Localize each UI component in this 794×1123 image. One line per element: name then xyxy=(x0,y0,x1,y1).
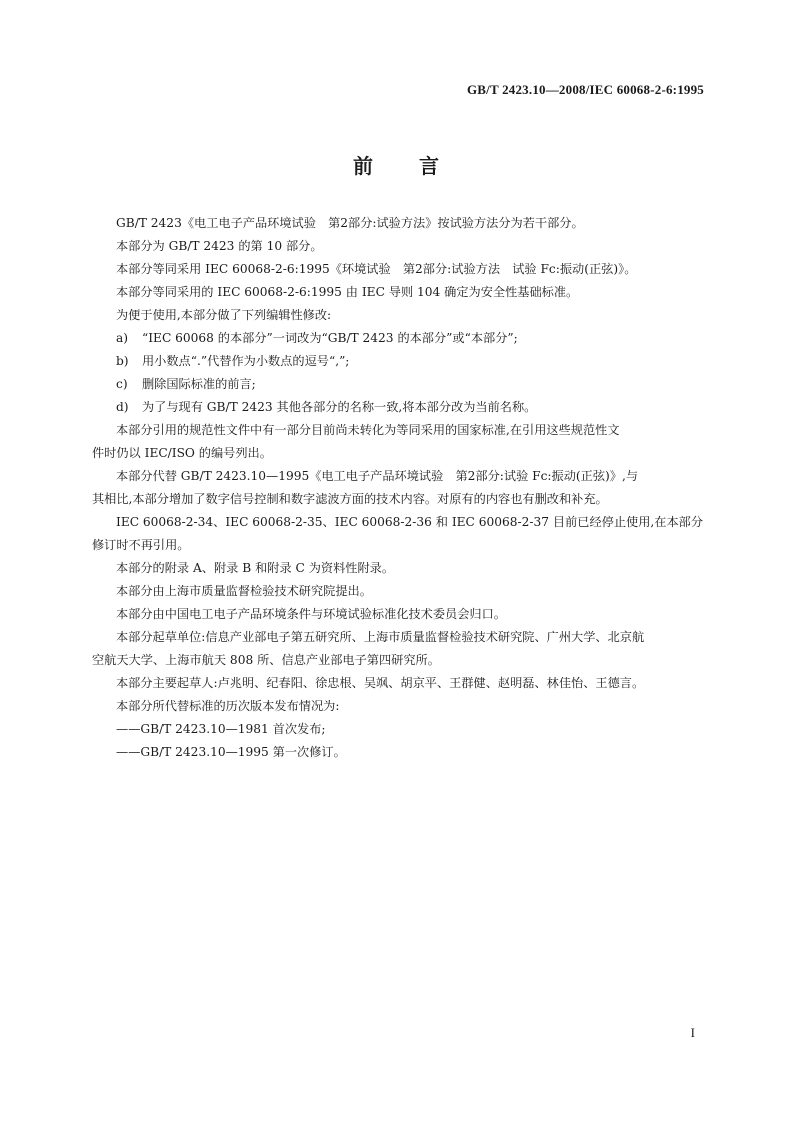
page-number: I xyxy=(690,1025,695,1040)
list-marker: b) xyxy=(116,354,129,368)
list-item xyxy=(116,396,706,419)
list-item xyxy=(116,373,706,396)
paragraph-8-line-1: IEC 60068-2-34、IEC 60068-2-35、IEC 60068-2-36 和 IEC 60068-2-37 目前已经停止使用,在本部分 xyxy=(116,515,704,529)
paragraph-5: 为便于使用,本部分做了下列编辑性修改: xyxy=(116,308,332,322)
paragraph-6-line-1: 本部分引用的规范性文件中有一部分目前尚未转化为等同采用的国家标准,在引用这些规范性文 xyxy=(116,423,620,437)
paragraph-3: 本部分等同采用 IEC 60068-2-6:1995《环境试验 第2部分:试验方法 试验 Fc:振动(正弦)》。 xyxy=(116,262,637,276)
paragraph-12-line-1: 本部分起草单位:信息产业部电子第五研究所、上海市质量监督检验技术研究院、广州大学、北京航 xyxy=(116,630,645,644)
list-marker: d) xyxy=(116,400,129,414)
paragraph-8-line-2: 修订时不再引用。 xyxy=(92,538,190,552)
paragraph-9: 本部分的附录 A、附录 B 和附录 C 为资料性附录。 xyxy=(116,561,395,575)
title-char-1: 前 xyxy=(353,154,375,178)
history-item: ——GB/T 2423.10—1981 首次发布; xyxy=(116,722,326,736)
list-marker: a) xyxy=(116,331,129,345)
paragraph-4: 本部分等同采用的 IEC 60068-2-6:1995 由 IEC 导则 104 确定为安全性基础标准。 xyxy=(116,285,579,299)
paragraph-1: GB/T 2423《电工电子产品环境试验 第2部分:试验方法》按试验方法分为若干部分。 xyxy=(116,216,584,230)
list-text: 为了与现有 GB/T 2423 其他各部分的名称一致,将本部分改为当前名称。 xyxy=(142,400,537,414)
paragraph-2: 本部分为 GB/T 2423 的第 10 部分。 xyxy=(116,239,323,253)
paragraph-7-line-1: 本部分代替 GB/T 2423.10—1995《电工电子产品环境试验 第2部分:试验 Fc:振动(正弦)》,与 xyxy=(116,469,639,483)
list-text: 用小数点“.”代替作为小数点的逗号“,”; xyxy=(142,354,350,368)
history-item: ——GB/T 2423.10—1995 第一次修订。 xyxy=(116,745,346,759)
page-title xyxy=(0,150,794,179)
paragraph-11: 本部分由中国电工电子产品环境条件与环境试验标准化技术委员会归口。 xyxy=(116,607,506,621)
list-text: 删除国际标准的前言; xyxy=(142,377,256,391)
list-text: “IEC 60068 的本部分”一词改为“GB/T 2423 的本部分”或“本部分”; xyxy=(142,331,518,345)
standard-code-header: GB/T 2423.10—2008/IEC 60068-2-6:1995 xyxy=(467,82,704,97)
paragraph-12-line-2: 空航天大学、上海市航天 808 所、信息产业部电子第四研究所。 xyxy=(92,653,440,667)
paragraph-14: 本部分所代替标准的历次版本发布情况为: xyxy=(116,699,340,713)
list-marker: c) xyxy=(116,377,128,391)
paragraph-10: 本部分由上海市质量监督检验技术研究院提出。 xyxy=(116,584,372,598)
foreword-body xyxy=(92,212,706,764)
list-item xyxy=(116,327,706,350)
title-char-2: 言 xyxy=(419,154,441,178)
list-item xyxy=(116,350,706,373)
paragraph-6-line-2: 件时仍以 IEC/ISO 的编号列出。 xyxy=(92,446,272,460)
paragraph-7-line-2: 其相比,本部分增加了数字信号控制和数字滤波方面的技术内容。对原有的内容也有删改和补充。 xyxy=(92,492,608,506)
paragraph-13: 本部分主要起草人:卢兆明、纪春阳、徐忠根、吴飒、胡京平、王群健、赵明磊、林佳怡、王德言。 xyxy=(116,676,645,690)
